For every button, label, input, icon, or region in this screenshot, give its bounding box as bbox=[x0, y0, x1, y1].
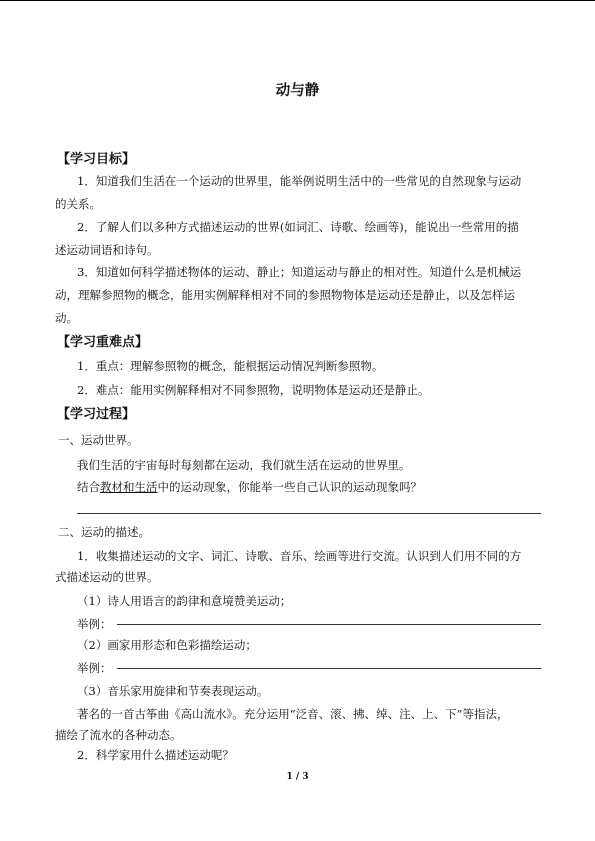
section-1-paragraph-1: 我们生活的宇宙每时每刻都在运动，我们就生活在运动的世界里。 bbox=[77, 458, 411, 472]
goal-1-line-2: 的关系。 bbox=[55, 197, 101, 211]
section-2-music-line-2: 描绘了流水的各种动态。 bbox=[55, 728, 182, 742]
goal-1-line-1: 1．知道我们生活在一个运动的世界里，能举例说明生活中的一些常见的自然现象与运动 bbox=[77, 174, 522, 188]
section-2-sub-2: （2）画家用形态和色彩描绘运动； bbox=[77, 638, 257, 652]
example-label-poetry: 举例： bbox=[77, 617, 112, 631]
section-2-sub-3: （3）音乐家用旋律和节奏表现运动。 bbox=[77, 684, 269, 698]
goal-3-line-2: 动，理解参照物的概念，能用实例解释相对不同的参照物物体是运动还是静止，以及怎样运 bbox=[55, 288, 515, 302]
example-label-painting: 举例： bbox=[77, 661, 112, 675]
paragraph-2-suffix: 中的运动现象，你能举一些自己认识的运动现象吗？ bbox=[157, 480, 422, 494]
keypoint-1: 1．重点：理解参照物的概念，能根据运动情况判断参照物。 bbox=[77, 359, 384, 373]
page-number: 1 / 3 bbox=[286, 772, 309, 782]
heading-key-points: 【学习重难点】 bbox=[57, 335, 149, 350]
answer-line-painting-example[interactable] bbox=[117, 668, 541, 669]
underlined-textbook-and-life: 教材和生活 bbox=[100, 480, 158, 494]
answer-line-poetry-example[interactable] bbox=[117, 624, 541, 625]
heading-learning-goals: 【学习目标】 bbox=[57, 152, 136, 167]
section-1-paragraph-2 bbox=[77, 476, 422, 499]
section-2-item-1-line-2: 式描述运动的世界。 bbox=[55, 570, 159, 584]
goal-2-line-2: 述运动词语和诗句。 bbox=[55, 243, 159, 257]
goal-2-line-1: 2．了解人们以多种方式描述运动的世界(如词汇、诗歌、绘画等)，能说出一些常用的描 bbox=[77, 220, 519, 234]
paragraph-2-prefix: 结合 bbox=[77, 480, 100, 494]
section-2-title: 二、运动的描述。 bbox=[58, 525, 150, 539]
keypoint-2: 2．难点：能用实例解释相对不同参照物，说明物体是运动还是静止。 bbox=[77, 383, 430, 397]
page-top-border bbox=[0, 0, 595, 1]
answer-line-section-1[interactable] bbox=[77, 513, 541, 514]
heading-learning-process: 【学习过程】 bbox=[57, 407, 136, 422]
document-title: 动与静 bbox=[275, 82, 320, 99]
goal-3-line-1: 3．知道如何科学描述物体的运动、静止；知道运动与静止的相对性。知道什么是机械运 bbox=[77, 265, 522, 279]
section-2-music-line-1: 著名的一首古筝曲《高山流水》。充分运用“泛音、滚、拂、绰、注、上、下”等指法， bbox=[77, 707, 509, 721]
section-2-item-2: 2．科学家用什么描述运动呢？ bbox=[77, 748, 234, 762]
section-2-sub-1: （1）诗人用语言的韵律和意境赞美运动； bbox=[77, 594, 292, 608]
goal-3-line-3: 动。 bbox=[55, 311, 78, 325]
section-1-title: 一、运动世界。 bbox=[58, 433, 139, 447]
section-2-item-1-line-1: 1．收集描述运动的文字、词汇、诗歌、音乐、绘画等进行交流。认识到人们用不同的方 bbox=[77, 549, 522, 563]
